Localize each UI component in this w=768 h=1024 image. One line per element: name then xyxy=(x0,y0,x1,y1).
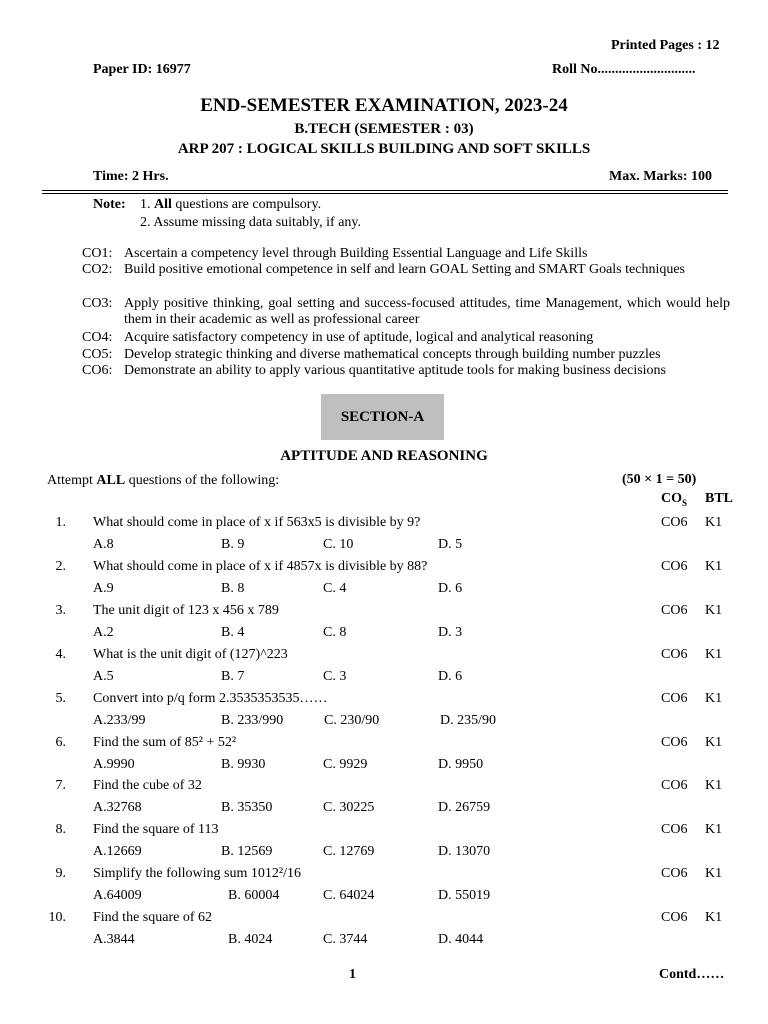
answer-option: A.9 xyxy=(93,580,114,596)
course-outcome-row xyxy=(82,262,730,294)
course-outcome-id: CO3: xyxy=(82,296,113,311)
course-outcome-id: CO1: xyxy=(82,246,113,261)
answer-option: C. 9929 xyxy=(323,756,368,772)
question-text: Find the square of 62 xyxy=(93,910,212,926)
question-row xyxy=(0,778,768,822)
program-title: B.TECH (SEMESTER : 03) xyxy=(294,121,474,137)
instruction-bold: ALL xyxy=(96,473,126,488)
question-btl: K1 xyxy=(705,866,723,882)
continued-label: Contd…… xyxy=(659,967,725,982)
question-text: Find the square of 113 xyxy=(93,822,219,838)
answer-option: A.3844 xyxy=(93,932,135,948)
section-instruction xyxy=(47,473,279,489)
answer-option: B. 7 xyxy=(221,668,245,684)
answer-option: B. 9930 xyxy=(221,756,266,772)
course-outcome-text: Acquire satisfactory competency in use of aptitude, logical and analytical reasoning xyxy=(124,330,594,345)
question-number: 1. xyxy=(55,515,66,530)
course-outcome-text: Build positive emotional competence in self and learn GOAL Setting and SMART Goals techniques xyxy=(124,262,685,277)
column-header-co-text: CO xyxy=(661,491,682,506)
answer-option: B. 9 xyxy=(221,537,245,552)
question-text: What should come in place of x if 563x5 is divisible by 9? xyxy=(93,515,421,530)
question-text: Find the cube of 32 xyxy=(93,778,202,794)
answer-option: D. 13070 xyxy=(438,844,491,860)
instruction-suffix: questions of the following: xyxy=(125,473,280,488)
question-row xyxy=(0,515,768,559)
note-label: Note: xyxy=(93,197,126,212)
question-co: CO6 xyxy=(661,910,688,926)
answer-option: A.5 xyxy=(93,668,114,684)
max-marks: Max. Marks: 100 xyxy=(609,169,713,184)
course-outcome-text: Ascertain a competency level through Building Essential Language and Life Skills xyxy=(124,246,588,261)
answer-option: A.233/99 xyxy=(93,712,146,728)
question-number: 9. xyxy=(55,866,66,882)
question-text: What is the unit digit of (127)^223 xyxy=(93,646,288,662)
paper-id: Paper ID: 16977 xyxy=(93,62,191,77)
course-outcome-text: Apply positive thinking, goal setting and success-focused attitudes, time Management, which would help them in their academic as well as professional career xyxy=(124,296,730,327)
section-heading: APTITUDE AND REASONING xyxy=(280,448,488,464)
header-rule-bottom xyxy=(42,193,728,194)
section-marks: (50 × 1 = 50) xyxy=(622,472,697,487)
answer-option: D. 55019 xyxy=(438,888,491,904)
answer-option: C. 230/90 xyxy=(324,712,380,728)
course-outcome-id: CO4: xyxy=(82,330,113,345)
course-outcome-row xyxy=(82,296,730,328)
exam-time: Time: 2 Hrs. xyxy=(93,169,169,184)
answer-option: D. 6 xyxy=(438,580,463,596)
question-co: CO6 xyxy=(661,646,688,662)
answer-option: D. 3 xyxy=(438,624,463,640)
answer-option: C. 3 xyxy=(323,668,347,684)
question-row xyxy=(0,691,768,735)
question-co: CO6 xyxy=(661,602,688,618)
question-btl: K1 xyxy=(705,778,723,794)
answer-option: C. 4 xyxy=(323,580,347,596)
answer-option: B. 4 xyxy=(221,624,245,640)
question-btl: K1 xyxy=(705,910,723,926)
question-btl: K1 xyxy=(705,822,723,838)
question-btl: K1 xyxy=(705,558,723,574)
question-co: CO6 xyxy=(661,690,688,706)
roll-no: Roll No............................ xyxy=(552,62,696,77)
exam-title: END-SEMESTER EXAMINATION, 2023-24 xyxy=(200,95,568,116)
answer-option: D. 235/90 xyxy=(440,712,496,728)
answer-option: B. 8 xyxy=(221,580,245,596)
note-item-1-bold: All xyxy=(154,197,172,212)
header-rule-top xyxy=(42,190,728,191)
answer-option: D. 4044 xyxy=(438,932,484,948)
answer-option: C. 64024 xyxy=(323,888,375,904)
question-row xyxy=(0,603,768,647)
answer-option: A.8 xyxy=(93,537,114,552)
question-number: 2. xyxy=(55,558,66,574)
question-btl: K1 xyxy=(705,646,723,662)
answer-option: A.9990 xyxy=(93,756,135,772)
course-outcome-row xyxy=(82,330,730,346)
question-text: Convert into p/q form 2.3535353535…… xyxy=(93,690,328,706)
question-text: Simplify the following sum 1012²/16 xyxy=(93,866,301,882)
question-co: CO6 xyxy=(661,822,688,838)
question-btl: K1 xyxy=(705,690,723,706)
answer-option: A.2 xyxy=(93,624,114,640)
course-outcome-id: CO5: xyxy=(82,347,113,362)
answer-option: B. 60004 xyxy=(228,888,280,904)
course-outcome-id: CO6: xyxy=(82,363,113,378)
answer-option: B. 233/990 xyxy=(221,712,284,728)
course-outcome-row xyxy=(82,363,730,379)
answer-option: B. 35350 xyxy=(221,800,273,816)
question-row xyxy=(0,866,768,910)
question-btl: K1 xyxy=(705,602,723,618)
question-number: 10. xyxy=(48,910,66,926)
question-number: 6. xyxy=(55,734,66,750)
question-btl: K1 xyxy=(705,515,723,530)
question-row xyxy=(0,559,768,603)
question-co: CO6 xyxy=(661,558,688,574)
answer-option: D. 26759 xyxy=(438,800,491,816)
question-number: 4. xyxy=(55,646,66,662)
question-co: CO6 xyxy=(661,778,688,794)
question-number: 5. xyxy=(55,690,66,706)
answer-option: C. 10 xyxy=(323,537,354,552)
answer-option: A.32768 xyxy=(93,800,142,816)
answer-option: A.12669 xyxy=(93,844,142,860)
course-outcome-row xyxy=(82,347,730,363)
answer-option: C. 8 xyxy=(323,624,347,640)
question-btl: K1 xyxy=(705,734,723,750)
answer-option: C. 30225 xyxy=(323,800,375,816)
question-text: The unit digit of 123 x 456 x 789 xyxy=(93,602,279,618)
page-number: 1 xyxy=(349,967,356,982)
question-text: Find the sum of 85² + 52² xyxy=(93,734,237,750)
question-co: CO6 xyxy=(661,734,688,750)
answer-option: D. 9950 xyxy=(438,756,484,772)
note-item-1-number: 1. xyxy=(140,197,151,212)
column-header-co-subscript: S xyxy=(682,497,688,508)
answer-option: C. 12769 xyxy=(323,844,375,860)
course-title: ARP 207 : LOGICAL SKILLS BUILDING AND SOFT SKILLS xyxy=(177,141,591,157)
question-number: 8. xyxy=(55,822,66,838)
note-item-2: 2. Assume missing data suitably, if any. xyxy=(140,215,361,230)
answer-option: D. 6 xyxy=(438,668,463,684)
question-row xyxy=(0,735,768,779)
note-item-1 xyxy=(140,197,321,213)
answer-option: B. 12569 xyxy=(221,844,273,860)
course-outcome-id: CO2: xyxy=(82,262,113,277)
answer-option: B. 4024 xyxy=(228,932,273,948)
question-number: 3. xyxy=(55,602,66,618)
question-co: CO6 xyxy=(661,866,688,882)
question-co: CO6 xyxy=(661,515,688,530)
column-header-co xyxy=(661,491,687,508)
course-outcome-text: Demonstrate an ability to apply various quantitative aptitude tools for making business decisions xyxy=(124,363,667,378)
note-item-1-text: questions are compulsory. xyxy=(171,197,322,212)
question-row xyxy=(0,647,768,691)
course-outcome-text: Develop strategic thinking and diverse mathematical concepts through building number puzzles xyxy=(124,347,661,362)
column-header-btl: BTL xyxy=(705,491,734,506)
instruction-prefix: Attempt xyxy=(47,473,97,488)
course-outcome-row xyxy=(82,246,730,262)
question-text: What should come in place of x if 4857x is divisible by 88? xyxy=(93,558,428,574)
question-row xyxy=(0,822,768,866)
answer-option: A.64009 xyxy=(93,888,142,904)
question-number: 7. xyxy=(55,778,66,794)
answer-option: C. 3744 xyxy=(323,932,368,948)
section-label: SECTION-A xyxy=(321,394,444,440)
question-row xyxy=(0,910,768,954)
printed-pages: Printed Pages : 12 xyxy=(611,38,720,53)
answer-option: D. 5 xyxy=(438,537,463,552)
